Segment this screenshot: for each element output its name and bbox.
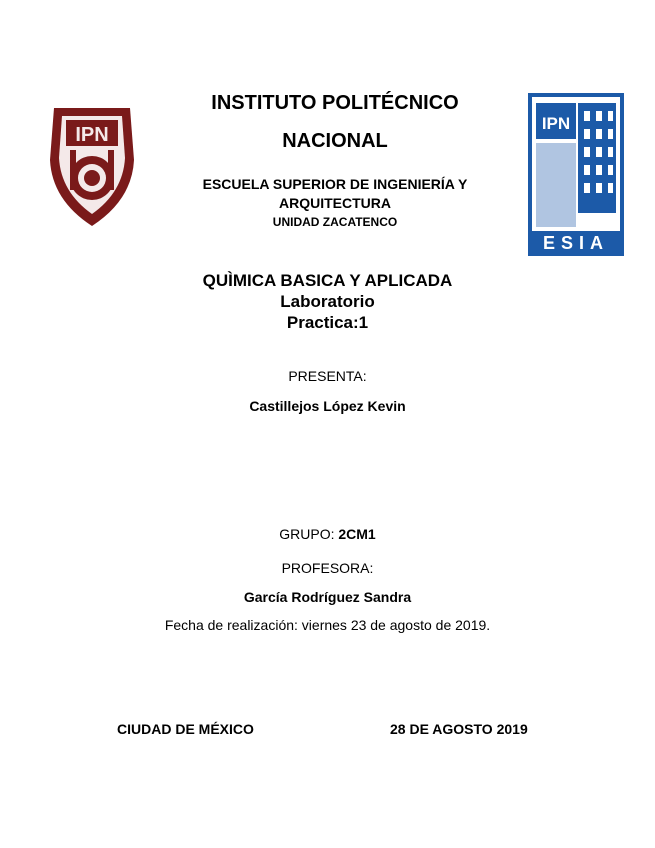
completion-date: Fecha de realización: viernes 23 de agosto de 2019. (164, 617, 491, 633)
presenter-name: Castillejos López Kevin (249, 398, 406, 414)
institution-title-line1: INSTITUTO POLITÉCNICO (211, 92, 459, 114)
ipn-logo-text: IPN (75, 124, 109, 146)
esia-logo-bottom-text: ESIA (542, 233, 610, 253)
group-value: 2CM1 (338, 526, 376, 542)
ipn-logo (44, 100, 140, 230)
teacher-label: PROFESORA: (281, 560, 374, 576)
unit-name: UNIDAD ZACATENCO (272, 215, 398, 229)
school-name-line1: ESCUELA SUPERIOR DE INGENIERÍA Y (202, 176, 468, 192)
presenter-label: PRESENTA: (288, 368, 367, 384)
footer-date: 28 DE AGOSTO 2019 (390, 721, 528, 737)
subject-type: Laboratorio (280, 292, 375, 311)
institution-title-line2: NACIONAL (282, 130, 388, 152)
footer-city: CIUDAD DE MÉXICO (117, 721, 254, 737)
subject-name: QUÌMICA BASICA Y APLICADA (202, 271, 453, 290)
school-name-line2: ARQUITECTURA (279, 195, 391, 211)
esia-logo (528, 93, 624, 256)
group-line (120, 526, 535, 542)
practice-number: Practica:1 (286, 313, 369, 332)
teacher-name: García Rodríguez Sandra (243, 589, 412, 605)
group-label: GRUPO: (279, 526, 335, 542)
esia-logo-top-text: IPN (541, 114, 571, 133)
